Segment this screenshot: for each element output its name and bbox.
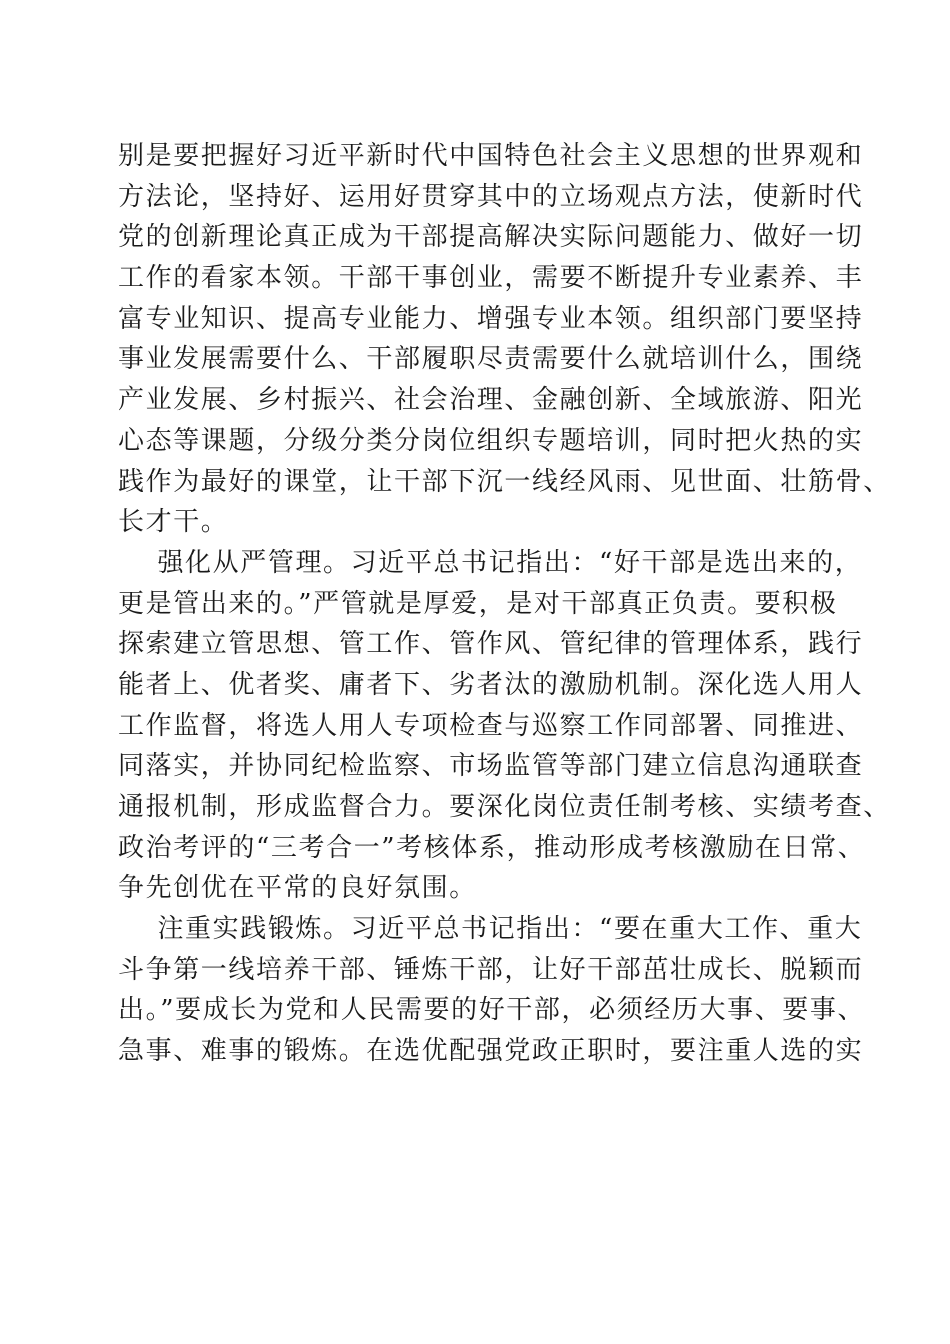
text-line: 党的创新理论真正成为干部提高解决实际问题能力、做好一切 — [118, 222, 864, 253]
text-line: 践作为最好的课堂，让干部下沉一线经风雨、见世面、壮筋骨、 — [118, 466, 891, 497]
text-line: 出。”要成长为党和人民需要的好干部，必须经历大事、要事、 — [118, 995, 866, 1026]
text-line: 别是要把握好习近平新时代中国特色社会主义思想的世界观和 — [118, 141, 864, 171]
text-line: 心态等课题，分级分类分岗位组织专题培训，同时把火热的实 — [118, 425, 864, 456]
text-line: 探索建立管思想、管工作、管作风、管纪律的管理体系，践行 — [118, 629, 864, 660]
text-line: 斗争第一线培养干部、锤炼干部，让好干部茁壮成长、脱颖而 — [118, 954, 864, 985]
text-line: 急事、难事的锻炼。在选优配强党政正职时，要注重人选的实 — [118, 1036, 864, 1067]
text-line: 工作的看家本领。干部干事创业，需要不断提升专业素养、丰 — [118, 263, 864, 294]
text-line: 产业发展、乡村振兴、社会治理、金融创新、全域旅游、阳光 — [118, 385, 864, 416]
text-line: 通报机制，形成监督合力。要深化岗位责任制考核、实绩考查、 — [118, 792, 891, 822]
body-text — [118, 136, 891, 1072]
text-line: 政治考评的“三考合一”考核体系，推动形成考核激励在日常、 — [118, 832, 866, 863]
text-line: 注重实践锻炼。习近平总书记指出：“要在重大工作、重大 — [118, 914, 863, 945]
text-line: 事业发展需要什么、干部履职尽责需要什么就培训什么，围绕 — [118, 344, 864, 375]
text-line: 工作监督，将选人用人专项检查与巡察工作同部署、同推进、 — [118, 710, 864, 741]
text-line: 更是管出来的。”严管就是厚爱，是对干部真正负责。要积极 — [118, 588, 838, 619]
text-line: 强化从严管理。习近平总书记指出：“好干部是选出来的， — [118, 547, 863, 578]
text-line: 方法论，坚持好、运用好贯穿其中的立场观点方法，使新时代 — [118, 181, 864, 212]
text-line: 富专业知识、提高专业能力、增强专业本领。组织部门要坚持 — [118, 303, 864, 334]
text-line: 同落实，并协同纪检监察、市场监管等部门建立信息沟通联查 — [118, 751, 864, 782]
text-line: 能者上、优者奖、庸者下、劣者汰的激励机制。深化选人用人 — [118, 669, 864, 700]
text-line: 争先创优在平常的良好氛围。 — [118, 873, 477, 904]
text-line: 长才干。 — [118, 507, 229, 538]
